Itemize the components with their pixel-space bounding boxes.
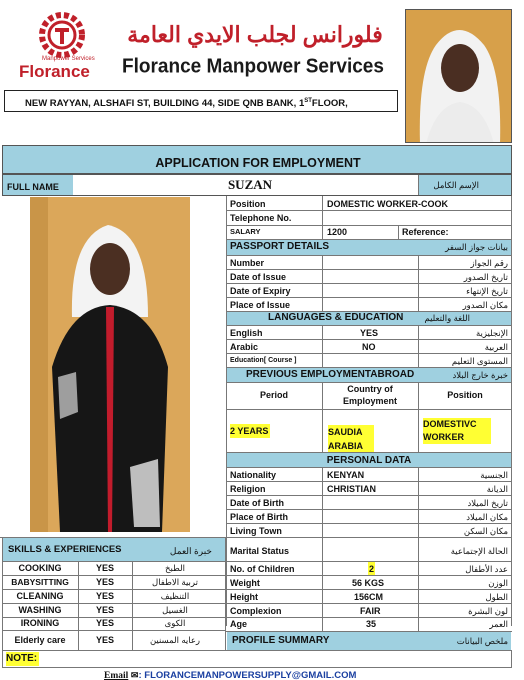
passport-issue-ar: تاريخ الصدور — [463, 272, 508, 282]
company-arabic-name: فلورانس لجلب الايدي العامة — [127, 22, 383, 47]
address-floor: FLOOR, — [311, 98, 348, 110]
logo-name: Florance — [19, 62, 90, 81]
english-value: YES — [360, 328, 379, 338]
passport-number-ar: رقم الجواز — [470, 258, 508, 268]
age-label: Age — [230, 619, 248, 629]
skill-washing-value: YES — [96, 605, 115, 615]
divider — [78, 561, 79, 650]
complexion-ar: لون البشرة — [468, 606, 508, 616]
email-value[interactable]: : FLORANCEMANPOWERSUPPLY@GMAIL.COM — [138, 670, 357, 680]
email-label: Email — [104, 671, 129, 680]
company-header — [0, 0, 404, 145]
skill-babysitting-value: YES — [96, 577, 115, 587]
complexion-label: Complexion — [230, 606, 282, 616]
age-ar: العمر — [489, 619, 508, 629]
employment-period: 2 YEARS — [230, 426, 269, 436]
passport-title-ar: بيانات جواز السفر — [445, 242, 508, 252]
divider — [418, 537, 419, 561]
passport-expiry-label: Date of Expiry — [230, 286, 291, 296]
divider — [418, 561, 419, 631]
divider — [132, 561, 133, 650]
divider — [322, 255, 323, 311]
children-label: No. of Children — [230, 564, 295, 574]
company-english-name: Florance Manpower Services — [122, 55, 384, 78]
languages-title: LANGUAGES & EDUCATION — [268, 312, 404, 323]
divider — [398, 225, 399, 239]
height-value: 156CM — [354, 592, 384, 602]
passport-title: PASSPORT DETAILS — [230, 241, 330, 252]
nationality-label: Nationality — [230, 470, 277, 480]
employment-position: DOMESTIVC WORKER — [423, 418, 491, 444]
dob-ar: تاريخ الميلاد — [467, 498, 508, 508]
divider — [322, 561, 323, 631]
nationality-value: KENYAN — [327, 470, 365, 480]
skill-cooking-value: YES — [96, 563, 115, 573]
position-label: Position — [230, 199, 266, 209]
email-icon: ✉ — [130, 670, 139, 680]
skill-washing-label: WASHING — [18, 605, 62, 615]
col-period: Period — [259, 390, 288, 400]
divider — [418, 255, 419, 311]
pob-ar: مكان الميلاد — [466, 512, 508, 522]
note-row — [2, 650, 512, 668]
company-address — [4, 90, 398, 112]
religion-label: Religion — [230, 484, 266, 494]
skill-babysitting-ar: تربية الاطفال — [152, 577, 198, 587]
divider — [322, 196, 323, 239]
profile-title-ar: ملخص البيانات — [456, 636, 508, 646]
weight-value: 56 KGS — [352, 578, 385, 588]
full-name-label: FULL NAME — [7, 182, 59, 192]
full-body-portrait-icon — [30, 197, 190, 532]
divider — [322, 467, 323, 537]
skill-cleaning-label: CLEANING — [16, 591, 64, 601]
full-name-ar: الإسم الكامل — [433, 180, 479, 190]
address-sup: ST — [304, 98, 312, 104]
skill-cleaning-value: YES — [96, 591, 115, 601]
languages-title-ar: اللغة والتعليم — [424, 313, 470, 323]
living-town-label: Living Town — [230, 526, 282, 536]
age-value: 35 — [366, 619, 377, 629]
skill-ironing-ar: الكوى — [164, 618, 186, 628]
company-logo — [14, 12, 114, 82]
divider — [226, 409, 512, 410]
email-line — [104, 669, 356, 680]
col-country: Country of Employment — [342, 384, 397, 406]
address-text: NEW RAYYAN, ALSHAFI ST, BUILDING 44, SIDE QNB BANK, 1 — [25, 98, 305, 110]
religion-value: CHRISTIAN — [327, 484, 376, 494]
employment-title: PREVIOUS EMPLOYMENTABROAD — [246, 369, 415, 380]
children-value: 2 — [369, 564, 375, 574]
divider — [418, 382, 419, 452]
skills-title: SKILLS & EXPERIENCES — [8, 544, 122, 555]
divider — [322, 382, 323, 452]
full-name-value: SUZAN — [227, 177, 273, 192]
complexion-value: FAIR — [360, 606, 381, 616]
employment-country: SAUDIA ARABIA — [328, 425, 374, 453]
skill-ironing-value: YES — [96, 618, 115, 628]
skill-cooking-ar: الطبخ — [165, 563, 185, 573]
nationality-ar: الجنسية — [480, 470, 508, 480]
reference-label: Reference: — [402, 227, 449, 237]
height-ar: الطول — [485, 592, 508, 602]
telephone-label: Telephone No. — [230, 213, 292, 223]
position-value: DOMESTIC WORKER-COOK — [327, 199, 448, 209]
skill-cleaning-ar: التنظيف — [160, 591, 190, 601]
pob-label: Place of Birth — [230, 512, 289, 522]
col-position: Position — [447, 390, 483, 400]
dob-label: Date of Birth — [230, 498, 284, 508]
skill-babysitting-label: BABYSITTING — [11, 577, 69, 587]
children-ar: عدد الأطفال — [465, 564, 508, 574]
salary-value: 1200 — [327, 227, 348, 237]
full-body-photo — [30, 197, 190, 532]
skill-washing-ar: الغسيل — [162, 605, 188, 615]
passport-place-label: Place of Issue — [230, 300, 291, 310]
weight-ar: الوزن — [488, 578, 508, 588]
skills-title-ar: خبرة العمل — [169, 546, 212, 556]
passport-issue-label: Date of Issue — [230, 272, 287, 282]
skill-ironing-label: IRONING — [20, 618, 60, 628]
skill-elderly-value: YES — [96, 635, 115, 645]
profile-title: PROFILE SUMMARY — [232, 635, 330, 646]
passport-photo — [405, 9, 512, 143]
weight-label: Weight — [230, 578, 260, 588]
logo-tagline: Manpower Services — [42, 56, 95, 62]
skill-elderly-label: Elderly care — [14, 635, 66, 645]
gear-logo-icon — [36, 12, 88, 58]
english-ar: الإنجليزية — [475, 328, 508, 338]
salary-label: SALARY — [230, 227, 261, 236]
living-town-ar: مكان السكن — [463, 526, 508, 536]
personal-title: PERSONAL DATA — [326, 455, 412, 466]
passport-place-ar: مكان الصدور — [462, 300, 508, 310]
arabic-ar: العربية — [484, 342, 508, 352]
divider — [418, 325, 419, 367]
arabic-value: NO — [362, 342, 376, 352]
divider — [322, 537, 323, 561]
divider — [322, 325, 323, 367]
marital-ar: الحالة الإجتماعية — [450, 546, 508, 556]
marital-label: Marital Status — [230, 546, 290, 556]
education-label: Education[ Course ] — [230, 357, 297, 364]
religion-ar: الديانة — [486, 484, 508, 494]
skill-elderly-ar: رعايه المسنين — [149, 635, 201, 645]
note-label: NOTE: — [6, 653, 38, 664]
passport-expiry-ar: تاريخ الإنتهاء — [466, 286, 508, 296]
arabic-label: Arabic — [230, 342, 259, 352]
form-title: APPLICATION FOR EMPLOYMENT — [155, 156, 361, 170]
employment-title-ar: خبرة خارج البلاد — [452, 370, 508, 380]
divider — [2, 630, 226, 631]
english-label: English — [230, 328, 263, 338]
height-label: Height — [230, 592, 258, 602]
passport-portrait-icon — [406, 10, 512, 143]
divider — [418, 467, 419, 537]
form-title-bar — [2, 145, 512, 174]
divider — [226, 225, 512, 226]
passport-number-label: Number — [230, 258, 265, 268]
education-ar: المستوى التعليم — [451, 356, 508, 366]
skill-cooking-label: COOKING — [18, 563, 62, 573]
